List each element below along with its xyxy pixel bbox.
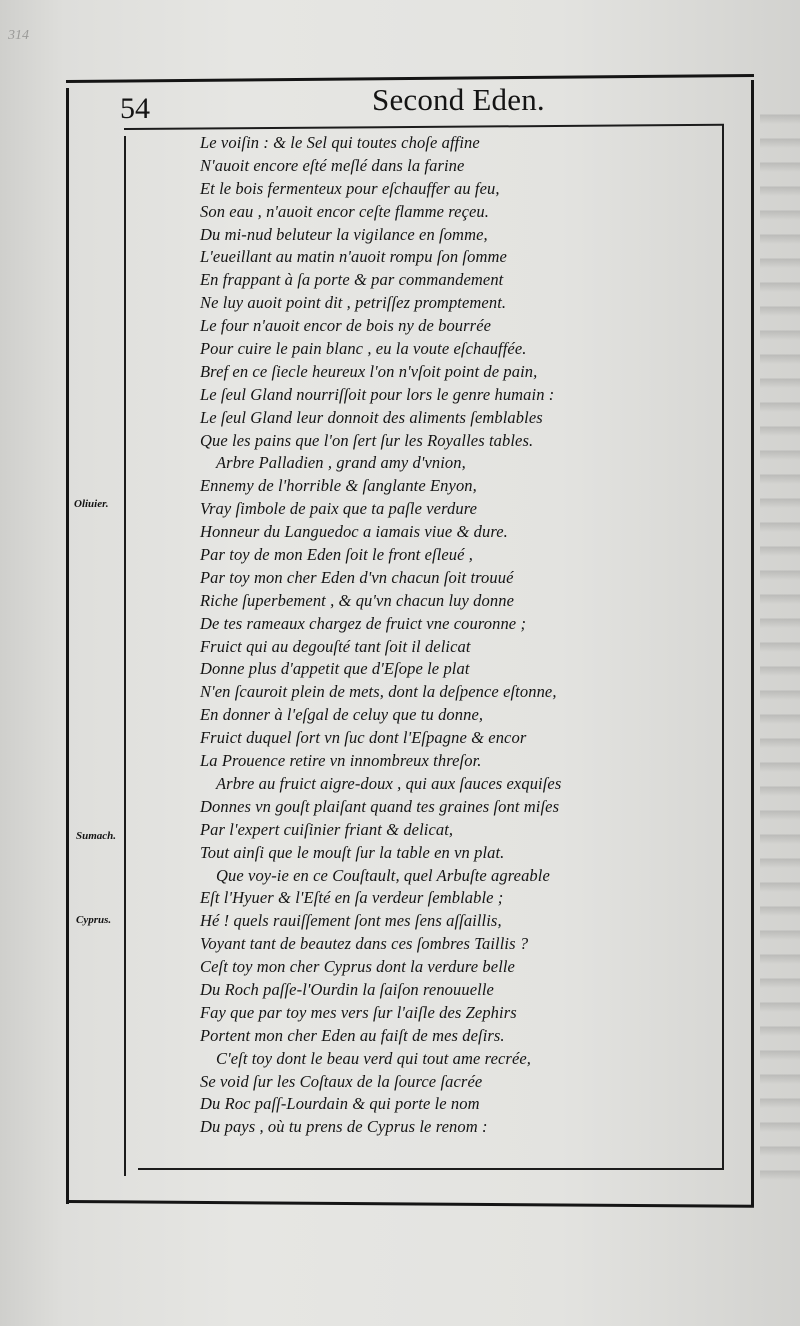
poem-line: La Prouence retire vn innombreux threſor. — [200, 751, 482, 771]
poem-line: Le ſeul Gland nourriſſoit pour lors le genre humain : — [200, 384, 555, 404]
poem-line: Par l'expert cuiſinier friant & delicat, — [200, 819, 454, 839]
poem-line: Que voy-ie en ce Couſtault, quel Arbuſte agreable — [216, 865, 550, 885]
pencil-folio-note: 314 — [8, 28, 29, 43]
poem-line: Du pays , où tu prens de Cyprus le renom : — [200, 1117, 488, 1137]
poem-line: C'eſt toy dont le beau verd qui tout ame recrée, — [216, 1048, 532, 1068]
poem-line: Hé ! quels rauiſſement ſont mes ſens aſſaillis, — [200, 911, 502, 931]
margin-note-cyprus: Cyprus. — [76, 914, 112, 926]
poem-line: N'en ſcauroit plein de mets, dont la deſpence eſtonne, — [200, 682, 557, 702]
poem-line: Portent mon cher Eden au faiſt de mes deſirs. — [200, 1025, 505, 1045]
poem-line: Pour cuire le pain blanc , eu la voute eſchauffée. — [200, 339, 527, 359]
poem-line: L'eueillant au matin n'auoit rompu ſon ſomme — [200, 247, 507, 267]
margin-note-sumach: Sumach. — [76, 830, 117, 842]
poem-line: Ennemy de l'horrible & ſanglante Enyon, — [200, 476, 477, 496]
poem-line: Par toy de mon Eden ſoit le front eſleué , — [200, 545, 474, 565]
poem-line: Tout ainſi que le mouſt ſur la table en vn plat. — [200, 842, 505, 862]
poem-line: Que les pains que l'on ſert ſur les Royalles tables. — [200, 430, 534, 450]
poem-line: Du mi-nud beluteur la vigilance en ſomme, — [200, 224, 488, 244]
text-block-right-rule — [722, 124, 724, 1170]
outer-frame-bottom-rule — [66, 1200, 754, 1208]
text-block-bottom-rule — [138, 1168, 724, 1170]
poem-line: Du Roch paſſe-l'Ourdin la ſaiſon renouuelle — [200, 979, 494, 999]
outer-frame-left-rule — [66, 88, 69, 1204]
poem-line: Bref en ce ſiecle heureux l'on n'vſoit point de pain, — [200, 361, 538, 381]
outer-frame-right-rule — [751, 80, 754, 1206]
poem-line: Vray ſimbole de paix que ta paſle verdure — [200, 499, 478, 519]
poem-line: Arbre Palladien , grand amy d'vnion, — [216, 453, 466, 473]
page-number: 54 — [120, 92, 150, 125]
poem-line: Voyant tant de beautez dans ces ſombres Taillis ? — [200, 934, 529, 954]
poem-line: Le ſeul Gland leur donnoit des aliments ſemblables — [200, 407, 543, 427]
poem-line: De tes rameaux chargez de fruict vne couronne ; — [200, 613, 527, 633]
facing-page-bleed — [760, 100, 800, 1180]
poem-line: Se void ſur les Coſtaux de la ſource ſacrée — [200, 1071, 483, 1091]
poem-line: Ceſt toy mon cher Cyprus dont la verdure belle — [200, 957, 515, 977]
poem-line: En frappant à ſa porte & par commandement — [200, 270, 504, 290]
margin-note-olivier: Oliuier. — [74, 498, 109, 510]
poem-line: En donner à l'eſgal de celuy que tu donne, — [200, 705, 484, 725]
poem-line: Du Roc paſſ-Lourdain & qui porte le nom — [200, 1094, 480, 1114]
poem-text-block — [200, 132, 700, 1139]
poem-line: Fruict qui au degouſté tant ſoit il delicat — [200, 636, 471, 656]
poem-line: Son eau , n'auoit encor ceſte flamme reçeu. — [200, 201, 490, 221]
poem-line: Arbre au fruict aigre-doux , qui aux ſauces exquiſes — [216, 773, 562, 793]
poem-line: Eſt l'Hyuer & l'Eſté en ſa verdeur ſemblable ; — [200, 888, 504, 908]
poem-line: Le four n'auoit encor de bois ny de bourrée — [200, 316, 492, 336]
poem-line: Ne luy auoit point dit , petriſſez promptement. — [200, 293, 507, 313]
poem-line: Honneur du Languedoc a iamais viue & dure. — [200, 522, 508, 542]
poem-line: Fay que par toy mes vers ſur l'aiſle des Zephirs — [200, 1002, 517, 1022]
poem-line: Donnes vn gouſt plaiſant quand tes graines ſont miſes — [200, 796, 560, 816]
running-title: Second Eden. — [372, 82, 545, 117]
poem-line: Par toy mon cher Eden d'vn chacun ſoit trouué — [200, 567, 514, 587]
poem-line: Donne plus d'appetit que d'Eſope le plat — [200, 659, 470, 679]
poem-line: Et le bois fermenteux pour eſchauffer au feu, — [200, 178, 500, 198]
text-block-top-rule — [124, 124, 724, 130]
poem-line: Fruict duquel ſort vn ſuc dont l'Eſpagne & encor — [200, 728, 527, 748]
poem-line: Le voiſin : & le Sel qui toutes choſe affine — [200, 133, 480, 152]
text-block-left-rule — [124, 136, 126, 1176]
poem-line: N'auoit encore eſté meſlé dans la farine — [200, 155, 465, 175]
poem-line: Riche ſuperbement , & qu'vn chacun luy donne — [200, 590, 515, 610]
